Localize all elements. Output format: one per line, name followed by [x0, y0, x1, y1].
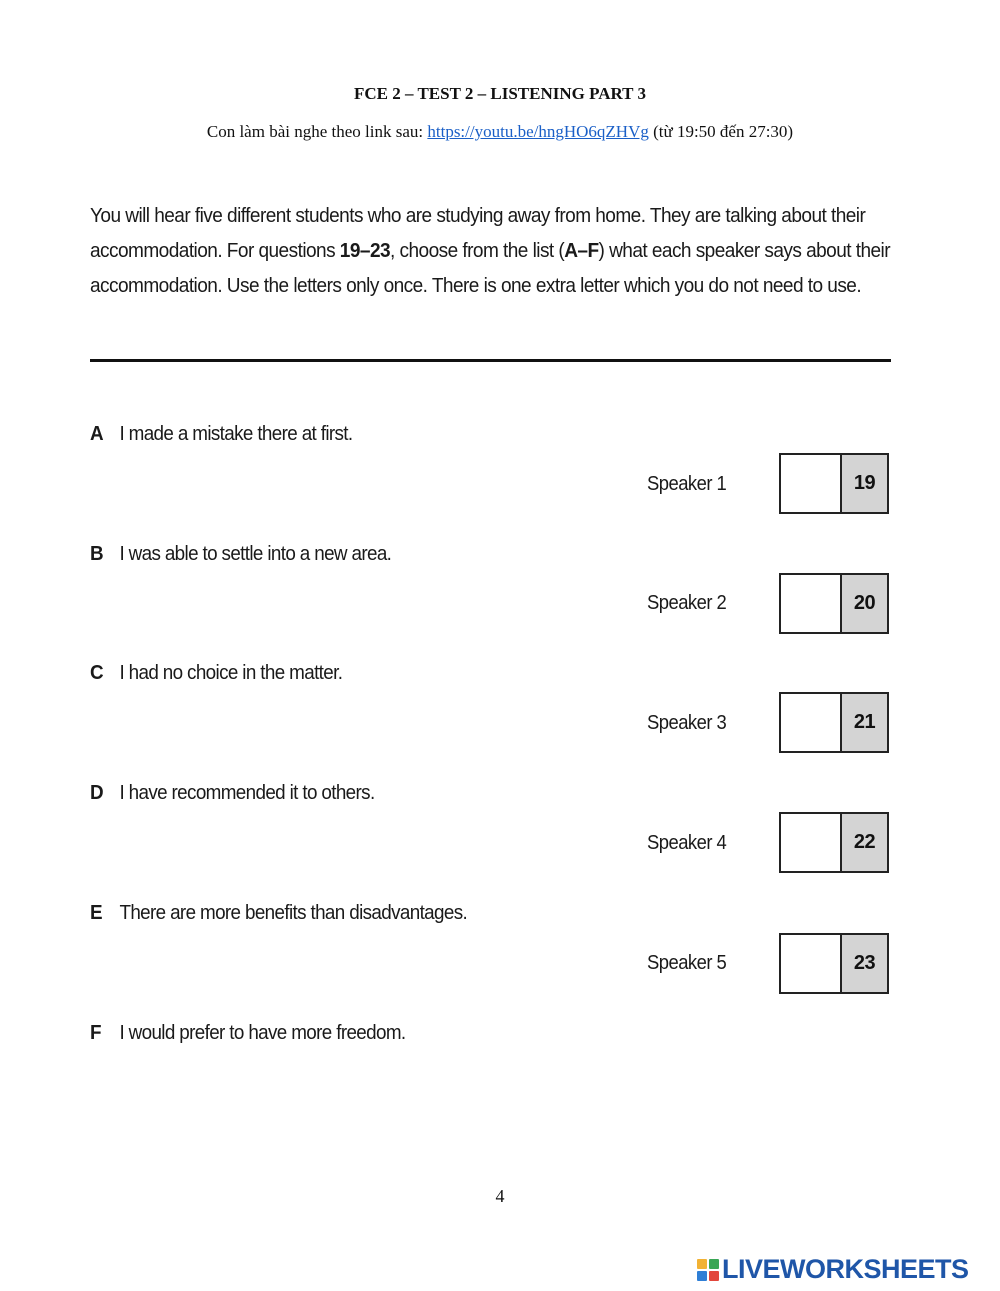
option-letter: D: [90, 781, 103, 804]
option-text: I was able to settle into a new area.: [119, 542, 392, 565]
question-number: 21: [842, 694, 887, 751]
instructions-text-1: You will hear five different students who are studying away from home. They are talking about their accommodation. For questions: [90, 204, 866, 262]
speaker-2-answer-box: [779, 573, 889, 634]
speaker-2-answer-input[interactable]: [781, 575, 842, 632]
option-b: [90, 542, 391, 566]
logo-square-3: [697, 1271, 707, 1281]
instructions: [90, 198, 901, 303]
instructions-text-3: ) what each speaker says about their accommodation. Use the letters only once. There is one extra letter which you do not need to use.: [90, 239, 891, 297]
divider-rule: [90, 359, 891, 362]
option-text: I would prefer to have more freedom.: [119, 1021, 406, 1044]
option-letter: B: [90, 542, 103, 565]
speaker-3-answer-input[interactable]: [781, 694, 842, 751]
speaker-3-answer-box: [779, 692, 889, 753]
option-f: [90, 1021, 406, 1045]
option-letter: F: [90, 1021, 101, 1044]
option-a: [90, 422, 353, 446]
option-letter: A: [90, 422, 103, 445]
page-title: FCE 2 – TEST 2 – LISTENING PART 3: [354, 84, 646, 103]
option-text: I had no choice in the matter.: [119, 661, 343, 684]
speaker-1-answer-box: [779, 453, 889, 514]
page-number: 4: [495, 1186, 505, 1206]
option-text: I have recommended it to others.: [119, 781, 375, 804]
logo-square-1: [697, 1259, 707, 1269]
speaker-3-label: Speaker 3: [647, 711, 727, 734]
option-c: [90, 661, 342, 685]
page-subtitle: [0, 122, 1000, 142]
subtitle-suffix: (từ 19:50 đến 27:30): [648, 122, 794, 141]
question-number: 20: [842, 575, 887, 632]
liveworksheets-logo: [697, 1254, 969, 1285]
listening-link[interactable]: https://youtu.be/hngHO6qZHVg: [427, 122, 649, 141]
option-d: [90, 781, 375, 805]
speaker-5-answer-input[interactable]: [781, 935, 842, 992]
instructions-question-range: 19–23: [339, 239, 391, 262]
option-text: I made a mistake there at first.: [119, 422, 353, 445]
speaker-5-label: Speaker 5: [647, 951, 727, 974]
logo-square-4: [709, 1271, 719, 1281]
liveworksheets-icon: [697, 1259, 719, 1281]
speaker-5-answer-box: [779, 933, 889, 994]
speaker-2-label: Speaker 2: [647, 591, 727, 614]
speaker-4-label: Speaker 4: [647, 831, 727, 854]
subtitle-prefix: Con làm bài nghe theo link sau:: [206, 122, 428, 141]
option-text: There are more benefits than disadvantages.: [119, 901, 468, 924]
question-number: 22: [842, 814, 887, 871]
speaker-1-answer-input[interactable]: [781, 455, 842, 512]
speaker-4-answer-input[interactable]: [781, 814, 842, 871]
option-e: [90, 901, 467, 925]
option-letter: E: [90, 901, 102, 924]
speaker-4-answer-box: [779, 812, 889, 873]
instructions-letter-range: A–F: [564, 239, 599, 262]
instructions-text-2: , choose from the list (: [390, 239, 565, 262]
question-number: 19: [842, 455, 887, 512]
speaker-1-label: Speaker 1: [647, 472, 727, 495]
question-number: 23: [842, 935, 887, 992]
logo-square-2: [709, 1259, 719, 1269]
option-letter: C: [90, 661, 103, 684]
brand-name: LIVEWORKSHEETS: [722, 1254, 969, 1284]
